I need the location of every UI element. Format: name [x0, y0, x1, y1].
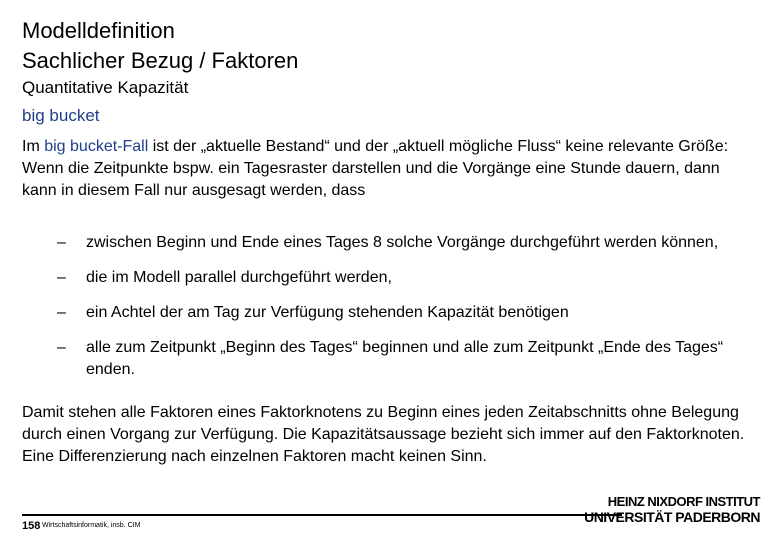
bullet-item [22, 232, 752, 254]
logo-line2: UNIVERSITÄT PADERBORN [584, 509, 760, 525]
intro-lead-rest: ist der „aktuelle Bestand“ und der „aktuell mögliche Fluss“ keine relevante Größe: [148, 138, 729, 155]
slide-subtitle: Quantitative Kapazität [22, 78, 189, 97]
bullet-text: alle zum Zeitpunkt „Beginn des Tages“ beginnen und alle zum Zeitpunkt „Ende des Tages“ enden. [86, 339, 724, 378]
page-number: 158 [22, 520, 41, 532]
bullet-item [22, 337, 752, 381]
bullet-item [22, 302, 752, 324]
bullet-item [22, 267, 752, 289]
footer-divider [22, 514, 622, 516]
intro-lead-term: big bucket-Fall [44, 138, 149, 155]
bullet-dash: – [57, 304, 66, 321]
bullet-text: die im Modell parallel durchgeführt werden, [86, 269, 392, 286]
bullet-text: ein Achtel der am Tag zur Verfügung stehenden Kapazität benötigen [86, 304, 569, 321]
intro-second: Wenn die Zeitpunkte bspw. ein Tagesraster darstellen und die Vorgänge eine Stunde dauern, dann kann in diesem Fall nur ausgesagt werden, dass [22, 160, 720, 199]
slide-title-line2: Sachlicher Bezug / Faktoren [22, 48, 299, 73]
closing-paragraph: Damit stehen alle Faktoren eines Faktorknotens zu Beginn eines jeden Zeitabschnitts ohne Belegung durch einen Vorgang zur Verfügung. Die Kapazitätsaussage bezieht sich immer auf den Faktorknoten. Eine Differenzierung nach einzelnen Faktoren macht keinen Sinn. [22, 404, 745, 465]
section-heading: big bucket [22, 106, 100, 125]
bullet-dash: – [57, 339, 66, 356]
footer-label: Wirtschaftsinformatik, insb. CIM [42, 522, 141, 529]
slide-title-line1: Modelldefinition [22, 18, 175, 43]
bullet-list [22, 232, 752, 381]
institute-logo [584, 494, 760, 525]
bullet-text: zwischen Beginn und Ende eines Tages 8 solche Vorgänge durchgeführt werden können, [86, 234, 719, 251]
logo-line1: HEINZ NIXDORF INSTITUT [607, 494, 760, 509]
bullet-dash: – [57, 234, 66, 251]
intro-paragraph [22, 136, 742, 202]
intro-lead [22, 136, 742, 158]
bullet-dash: – [57, 269, 66, 286]
intro-lead-prefix: Im [22, 138, 45, 155]
